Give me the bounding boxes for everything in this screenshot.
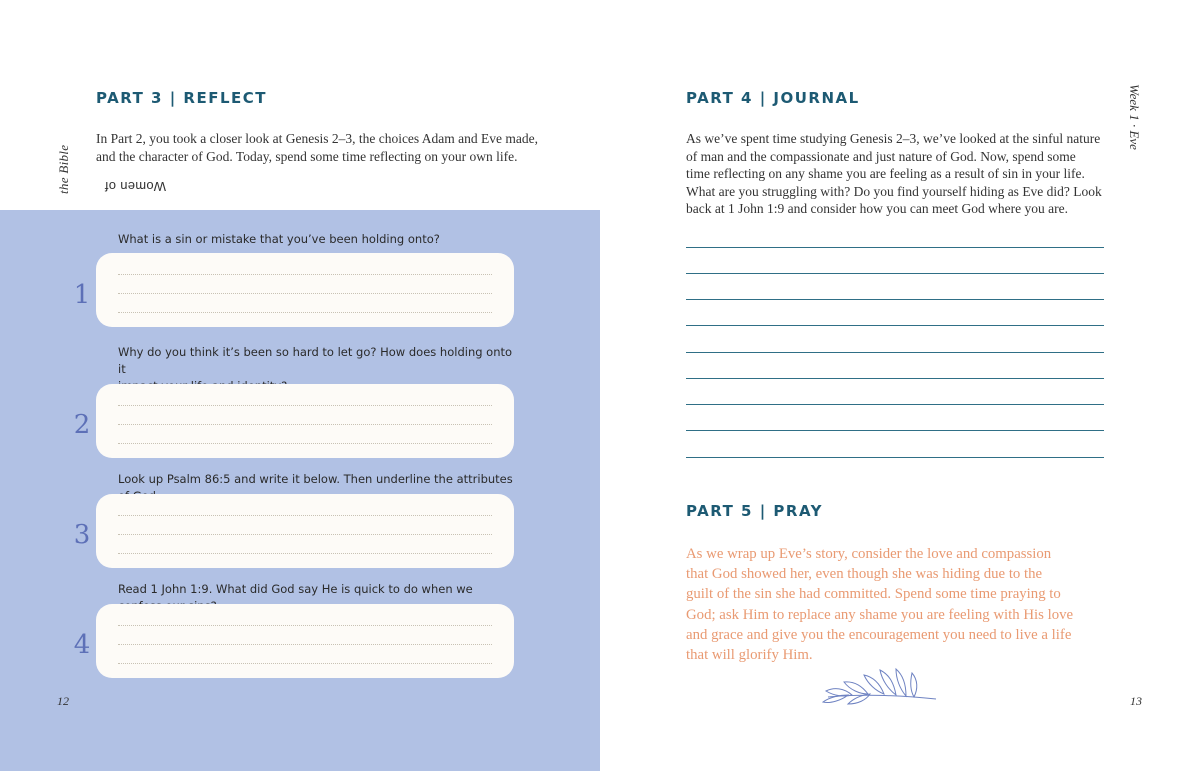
running-head-right: Week 1 · Eve (1127, 84, 1142, 150)
journal-line[interactable] (686, 378, 1104, 379)
writing-line (118, 293, 492, 294)
journal-line[interactable] (686, 352, 1104, 353)
answer-box-3[interactable] (96, 494, 514, 568)
part3-intro-line: and the character of God. Today, spend some time reflecting on your own life. (96, 148, 518, 164)
writing-line (118, 663, 492, 664)
pray-line: God; ask Him to replace any shame you are feeling with His love (686, 606, 1074, 623)
answer-box-2[interactable] (96, 384, 514, 458)
writing-line (118, 534, 492, 535)
writing-line (118, 312, 492, 313)
pray-line: guilt of the sin she had committed. Spend some time praying to (686, 586, 1061, 603)
journal-line[interactable] (686, 430, 1104, 431)
journal-line[interactable] (686, 299, 1104, 300)
writing-line (118, 443, 492, 444)
journal-line[interactable] (686, 273, 1104, 274)
part3-heading: PART 3 | REFLECT (96, 89, 268, 107)
question-4-text: Read 1 John 1:9. What did God say He is quick to do when we (118, 582, 473, 596)
part4-intro-line: of man and the compassionate and just nature of God. Now, spend some (686, 148, 1076, 164)
question-1-text: What is a sin or mistake that you’ve been holding onto? (118, 232, 440, 246)
part4-intro-line: time reflecting on any shame you are feeling as a result of sin in your life. (686, 166, 1085, 182)
running-head-left: Women of the Bible (56, 144, 166, 194)
writing-line (118, 644, 492, 645)
answer-box-4[interactable] (96, 604, 514, 678)
part4-intro-line: What are you struggling with? Do you find yourself hiding as Eve did? Look (686, 183, 1102, 199)
writing-line (118, 424, 492, 425)
journal-line[interactable] (686, 247, 1104, 248)
olive-branch-icon (818, 664, 940, 708)
pray-line: and grace and give you the encouragement you need to live a life (686, 626, 1072, 643)
question-2-text: Why do you think it’s been so hard to let go? How does holding onto it (118, 345, 513, 376)
part4-heading: PART 4 | JOURNAL (686, 89, 860, 107)
answer-box-1[interactable] (96, 253, 514, 327)
part4-intro-line: As we’ve spent time studying Genesis 2–3, we’ve looked at the sinful nature (686, 131, 1101, 146)
pray-line: that God showed her, even though she was hiding due to the (686, 566, 1043, 583)
pray-line: that will glorify Him. (686, 647, 813, 664)
part3-intro (96, 130, 556, 165)
journal-line[interactable] (686, 457, 1104, 458)
journal-line[interactable] (686, 325, 1104, 326)
writing-line (118, 553, 492, 554)
question-3-text: Look up Psalm 86:5 and write it below. Then underline the attributes (118, 472, 513, 486)
writing-line (118, 625, 492, 626)
pray-line: As we wrap up Eve’s story, consider the love and compassion (686, 546, 1052, 562)
writing-line (118, 515, 492, 516)
part4-intro (686, 130, 1126, 218)
writing-line (118, 405, 492, 406)
journal-line[interactable] (686, 404, 1104, 405)
writing-line (118, 274, 492, 275)
part3-intro-line: In Part 2, you took a closer look at Genesis 2–3, the choices Adam and Eve made, (96, 131, 539, 146)
page-number-left: 12 (57, 694, 69, 708)
question-1 (118, 231, 518, 248)
part4-intro-line: back at 1 John 1:9 and consider how you can meet God where you are. (686, 201, 1069, 217)
question-number-4: 4 (73, 630, 91, 660)
question-number-2: 2 (73, 410, 91, 440)
part5-heading: PART 5 | PRAY (686, 502, 823, 520)
pray-text (686, 544, 1116, 665)
question-number-3: 3 (73, 520, 91, 550)
page-number-right: 13 (1130, 694, 1142, 708)
question-number-1: 1 (73, 280, 91, 310)
